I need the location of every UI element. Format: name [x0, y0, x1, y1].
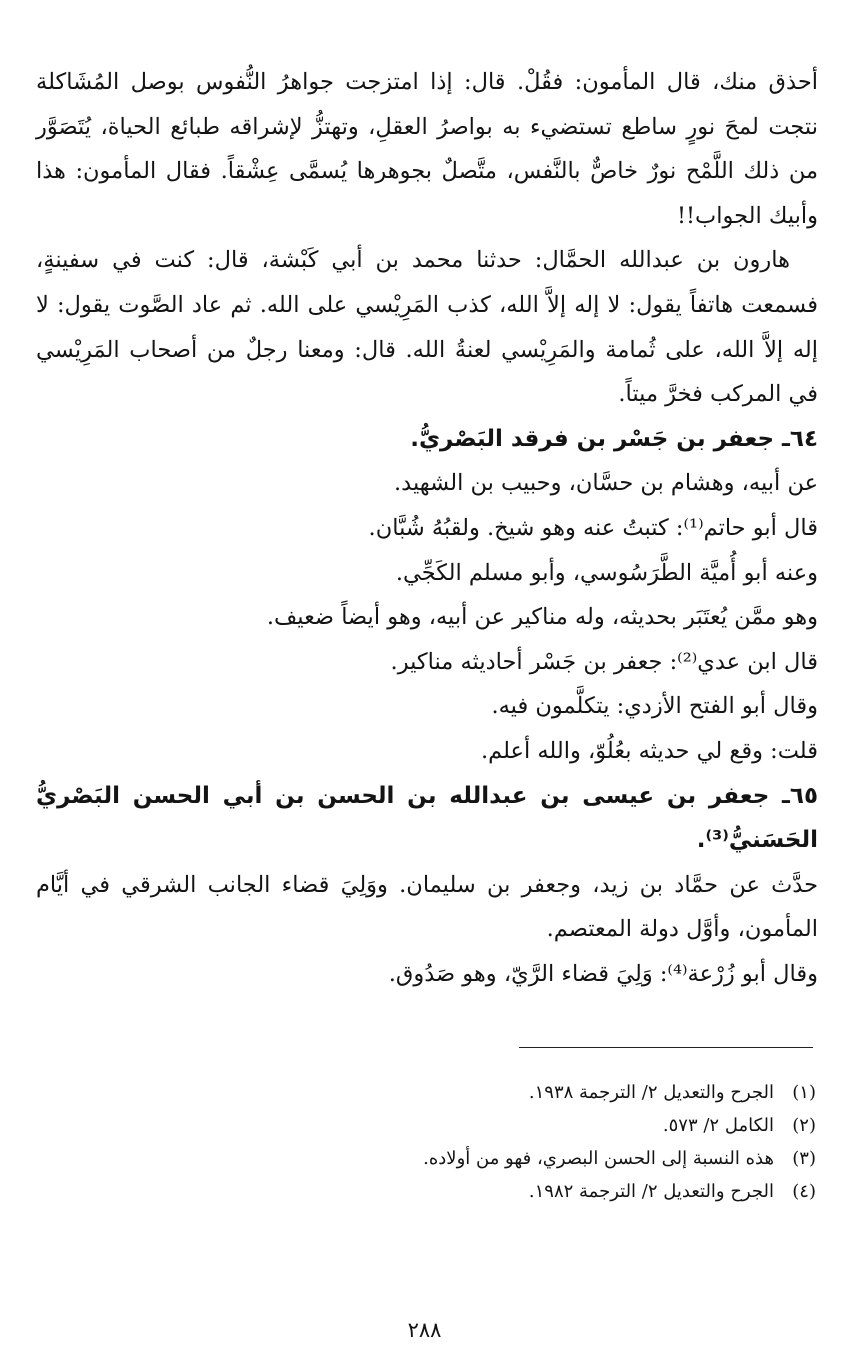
entry-65-heading: ٦٥ـ جعفر بن عيسى بن عبدالله بن الحسن بن أبي الحسن البَصْريُّ الحَسَنيُّ⁽³⁾. — [36, 782, 818, 854]
page-body — [36, 60, 818, 996]
footnote-text: الكامل ٢/ ٥٧٣. — [662, 1115, 774, 1136]
footnote-number: (٣) — [792, 1148, 816, 1169]
footnote-number: (٢) — [792, 1115, 816, 1136]
entry-65-paragraph: حدَّث عن حمَّاد بن زيد، وجعفر بن سليمان. ووَلِيَ قضاء الجانب الشرقي في أيَّام المأمون، وأوَّل دولة المعتصم. — [36, 871, 818, 943]
entry-64-line: وعنه أبو أُميَّة الطَّرَسُوسي، وأبو مسلم الكَجِّي. — [395, 559, 818, 586]
paragraph-mamun-answer: أحذق منك، قال المأمون: فقُلْ. قال: إذا امتزجت جواهرُ النُّفوس بوصل المُشَاكلة نتجت لمحَ نورٍ ساطع تستضيء به بواصرُ العقلِ، وتهتزُّ لإشراقه طبائع الحياة، يُتَصَوَّر من ذلك اللَّمْح نورٌ خاصٌّ بالنَّفس، متَّصلٌ بجوهرها يُسمَّى عِشْقاً. فقال المأمون: هذا وأبيك الجواب!! — [36, 69, 818, 229]
footnote-item — [36, 1142, 816, 1175]
footnote-divider — [519, 1047, 813, 1048]
footnote-item — [36, 1109, 816, 1142]
entry-64-line: قال ابن عدي⁽²⁾: جعفر بن جَسْر أحاديثه مناكير. — [390, 648, 818, 675]
entry-64-line: قال أبو حاتم⁽¹⁾: كتبتُ عنه وهو شيخ. ولقبُهُ شُبَّان. — [368, 514, 818, 541]
entry-64-line: قلت: وقع لي حديثه بعُلُوّ، والله أعلم. — [480, 737, 818, 764]
footnote-item — [36, 1175, 816, 1208]
page-number: ٢٨٨ — [407, 1318, 442, 1342]
footnote-text: الجرح والتعديل ٢/ الترجمة ١٩٣٨. — [528, 1082, 774, 1103]
entry-64-line: وقال أبو الفتح الأزدي: يتكلَّمون فيه. — [491, 693, 818, 720]
footnote-number: (١) — [792, 1082, 816, 1103]
entry-65-line: وقال أبو زُرْعة⁽⁴⁾: وَلِيَ قضاء الرَّيّ، وهو صَدُوق. — [388, 960, 818, 987]
footnote-number: (٤) — [792, 1181, 816, 1202]
entry-64-line: عن أبيه، وهشام بن حسَّان، وحبيب بن الشهيد. — [394, 470, 818, 497]
entry-64-heading: ٦٤ـ جعفر بن جَسْر بن فرقد البَصْريُّ. — [410, 425, 818, 452]
paragraph-harun-narration: هارون بن عبدالله الحمَّال: حدثنا محمد بن أبي كَبْشة، قال: كنت في سفينةٍ، فسمعت هاتفاً يقول: لا إله إلاَّ الله، كذب المَرِيْسي على الله. ثم عاد الصَّوت يقول: لا إله إلاَّ الله، على ثُمامة والمَرِيْسي لعنةُ الله. قال: ومعنا رجلٌ من أصحاب المَرِيْسي في المركب فخرَّ ميتاً. — [36, 247, 818, 408]
footnote-text: هذه النسبة إلى الحسن البصري، فهو من أولاده. — [423, 1148, 774, 1169]
footnotes — [36, 1076, 816, 1208]
entry-64-line: وهو ممَّن يُعتَبَر بحديثه، وله مناكير عن أبيه، وهو أيضاً ضعيف. — [266, 604, 818, 631]
footnote-text: الجرح والتعديل ٢/ الترجمة ١٩٨٢. — [528, 1181, 774, 1202]
footnote-item — [36, 1076, 816, 1109]
